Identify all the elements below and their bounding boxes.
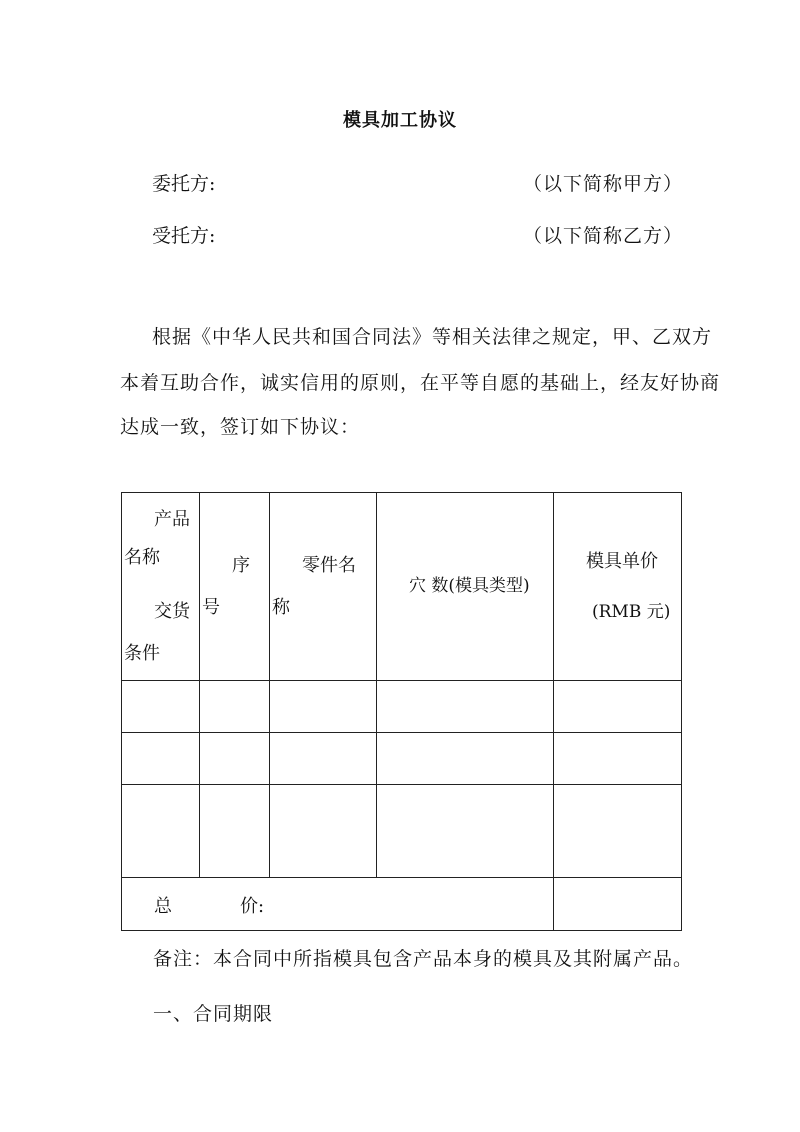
table-cell	[122, 785, 200, 878]
party-a-note: （以下简称甲方）	[522, 173, 683, 195]
mold-items-table	[121, 492, 682, 931]
table-cell	[200, 733, 270, 785]
header-col1-line-4: 条件	[124, 643, 160, 664]
header-cavity-count	[377, 493, 554, 681]
total-price-value-cell	[554, 878, 682, 931]
header-col2-line-2: 号	[202, 597, 220, 618]
table-cell	[200, 681, 270, 733]
remark-note: 备注：本合同中所指模具包含产品本身的模具及其附属产品。	[153, 948, 694, 970]
table-cell	[200, 785, 270, 878]
header-serial-no	[200, 493, 270, 681]
total-price-label-cell	[122, 878, 554, 931]
header-col4: 穴 数(模具类型)	[409, 576, 530, 596]
table-cell	[270, 733, 377, 785]
header-col5-line-2: (RMB 元)	[592, 602, 671, 622]
table-cell	[377, 733, 554, 785]
total-label-part-1: 总	[154, 896, 172, 917]
header-col3-line-2: 称	[272, 597, 290, 618]
table-cell	[554, 733, 682, 785]
table-cell	[377, 785, 554, 878]
total-label-part-2: 价:	[240, 896, 265, 917]
table-cell	[377, 681, 554, 733]
table-cell	[270, 785, 377, 878]
party-b-label: 受托方:	[152, 225, 216, 247]
intro-line-3: 达成一致，签订如下协议：	[120, 416, 361, 438]
intro-line-2: 本着互助合作，诚实信用的原则，在平等自愿的基础上，经友好协商	[120, 372, 721, 394]
document-title: 模具加工协议	[343, 110, 457, 131]
header-product-name-delivery	[122, 493, 200, 681]
table-row	[122, 733, 682, 785]
table-cell	[554, 681, 682, 733]
header-col2-line-1: 序	[232, 555, 250, 576]
header-col1-line-3: 交货	[154, 601, 190, 622]
party-b-note: （以下简称乙方）	[522, 225, 683, 247]
header-col5-line-1: 模具单价	[586, 551, 658, 572]
table-header-row	[122, 493, 682, 681]
table-cell	[122, 681, 200, 733]
header-col3-line-1: 零件名	[302, 555, 356, 576]
header-part-name	[270, 493, 377, 681]
table-cell	[270, 681, 377, 733]
table-cell	[554, 785, 682, 878]
header-col1-line-1: 产品	[154, 509, 190, 530]
party-a-label: 委托方:	[152, 173, 216, 195]
header-unit-price	[554, 493, 682, 681]
table-row	[122, 785, 682, 878]
table-cell	[122, 733, 200, 785]
intro-line-1: 根据《中华人民共和国合同法》等相关法律之规定，甲、乙双方	[152, 326, 713, 348]
table-total-row	[122, 878, 682, 931]
table-row	[122, 681, 682, 733]
section-heading-contract-term: 一、合同期限	[153, 1003, 274, 1025]
header-col1-line-2: 名称	[124, 547, 160, 568]
